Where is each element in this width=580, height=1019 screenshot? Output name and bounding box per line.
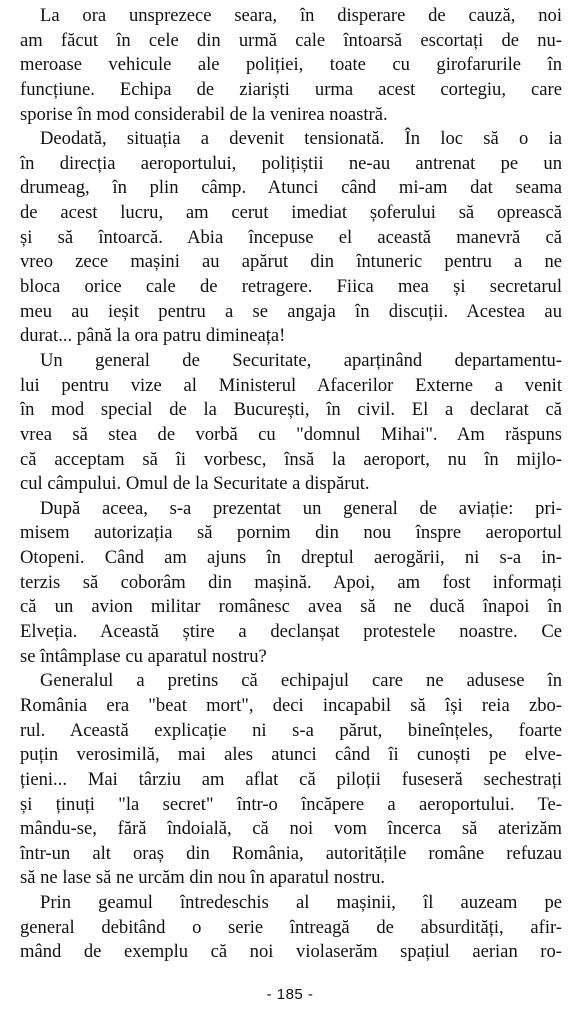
text-line: lui pentru vize al Ministerul Afacerilor Externe a venit — [20, 374, 562, 396]
page-number: - 185 - — [266, 986, 314, 1003]
text-line: și să întoarcă. Abia începuse el această manevră că — [20, 226, 562, 248]
text-line: sporise în mod considerabil de la venirea noastră. — [20, 103, 388, 125]
text-line: funcțiune. Echipa de ziariști urma acest cortegiu, care — [20, 78, 562, 100]
text-line: Deodată, situația a devenit tensionată. În loc să o ia — [40, 128, 562, 150]
text-line: mându-se, fără îndoială, că noi vom încerca să aterizăm — [20, 818, 562, 840]
text-line: România era "beat mort", deci incapabil să își reia zbo- — [20, 694, 562, 716]
paragraph — [20, 497, 562, 669]
text-line: Elveția. Această știre a declanșat protestele noastre. Ce — [20, 621, 562, 643]
text-line: bloca orice cale de retragere. Fiica mea și secretarul — [20, 276, 562, 298]
text-line: că acceptam să îi vorbesc, însă la aeroport, nu în mijlo- — [20, 448, 562, 470]
text-line: că un avion militar românesc avea să ne ducă înapoi în — [20, 596, 562, 618]
text-line: rul. Această explicație ni s-a părut, bineînțeles, foarte — [20, 719, 562, 741]
paragraph — [20, 669, 562, 891]
text-line: Otopeni. Când am ajuns în dreptul aerogării, ni s-a in- — [20, 547, 562, 569]
text-line: misem autorizația să pornim din nou înspre aeroportul — [20, 522, 562, 544]
text-line: durat... până la ora patru dimineața! — [20, 325, 286, 347]
body-text — [20, 4, 562, 965]
text-line: am făcut în cele din urmă cale întoarsă escortați de nu- — [20, 29, 562, 51]
text-line: meroase vehicule ale poliției, toate cu girofarurile în — [20, 54, 562, 76]
text-line: meu au ieșit pentru a se angaja în discuții. Acestea au — [20, 300, 562, 322]
text-line: La ora unsprezece seara, în disperare de cauză, noi — [40, 5, 562, 26]
text-line: mând de exemplu că noi violaserăm spațiul aerian ro- — [20, 941, 562, 963]
text-line: țieni... Mai târziu am aflat că piloții fuseseră sechestrați — [20, 768, 562, 790]
text-line: să ne lase să ne urcăm din nou în aparatul nostru. — [20, 867, 386, 889]
text-line: Prin geamul întredeschis al mașinii, îl auzeam pe — [40, 892, 562, 914]
text-line: în direcția aeroportului, polițiștii ne-au antrenat pe un — [20, 152, 562, 174]
text-line: într-un alt oraș din România, autoritățile române refuzau — [20, 842, 562, 864]
text-line: Un general de Securitate, aparținând departamentu- — [40, 349, 562, 371]
text-line: cul câmpului. Omul de la Securitate a dispărut. — [20, 473, 370, 495]
text-line: vreo zece mașini au apărut din întuneric pentru a ne — [20, 251, 562, 273]
text-line: Generalul a pretins că echipajul care ne adusese în — [40, 670, 562, 692]
text-line: După aceea, s-a prezentat un general de aviație: pri- — [40, 497, 562, 519]
paragraph — [20, 127, 562, 349]
text-line: terzis să coborâm din mașină. Apoi, am fost informați — [20, 571, 562, 593]
text-line: și ținuți "la secret" într-o încăpere a aeroportului. Te- — [20, 793, 562, 815]
text-line: drumeag, în plin câmp. Atunci când mi-am dat seama — [20, 177, 562, 199]
text-line: puțin verosimilă, mai ales atunci când îi cunoști pe elve- — [20, 744, 562, 766]
text-line: vrea să stea de vorbă cu "domnul Mihai". Am răspuns — [20, 423, 562, 445]
paragraph — [20, 4, 562, 127]
text-line: în mod special de la București, în civil. El a declarat că — [20, 399, 562, 421]
text-line: se întâmplase cu aparatul nostru? — [20, 645, 267, 667]
paragraph — [20, 891, 562, 965]
text-line: general debitând o serie întreagă de absurdități, afir- — [20, 916, 562, 938]
text-line: de acest lucru, am cerut imediat șoferului să oprească — [20, 202, 562, 224]
paragraph — [20, 349, 562, 497]
